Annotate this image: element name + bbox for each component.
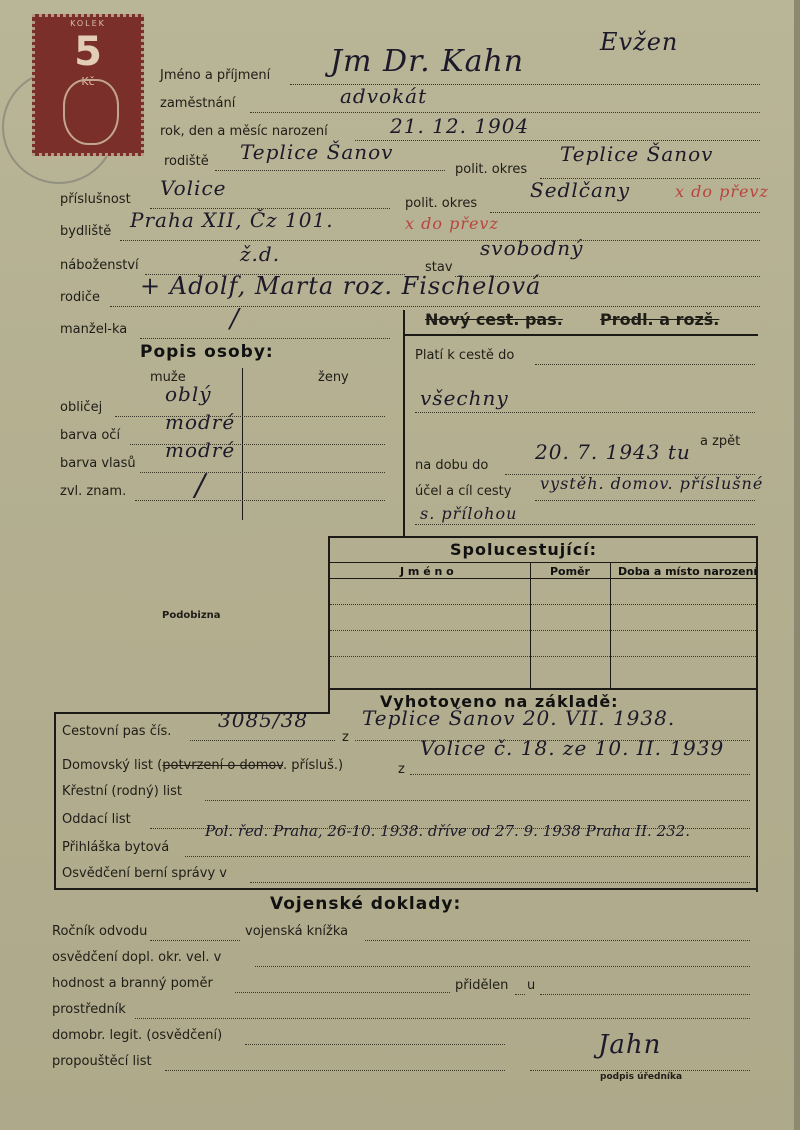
label-manzel: manžel-ka: [60, 322, 128, 337]
spolu-header-underline: [330, 578, 756, 579]
label-domovsky-a: Domovský list (: [62, 758, 163, 773]
coat-of-arms-icon: [63, 79, 119, 145]
value-ucel: vystěh. domov. příslušné: [540, 474, 764, 493]
line-oblicej: [115, 416, 385, 417]
note-bydliste: x do převz: [405, 214, 499, 233]
pass-extend-label: Prodl. a rozš.: [600, 310, 720, 329]
label-oddaci: Oddací list: [62, 812, 131, 827]
label-knizka: vojenská knížka: [245, 924, 349, 939]
value-domovsky: Volice č. 18. ze 10. II. 1939: [420, 736, 725, 760]
label-ucel: účel a cíl cesty: [415, 484, 512, 499]
vyhot-bottom-border: [54, 888, 758, 890]
spolu-title: Spolucestující:: [450, 540, 598, 559]
value-rodice: + Adolf, Marta roz. Fischelová: [140, 272, 542, 300]
line-zamestnani: [250, 112, 760, 113]
value-manzel: /: [230, 304, 240, 334]
pass-new-label: Nový cest. pas.: [425, 310, 563, 329]
line-rodiste: [215, 170, 445, 171]
label-podobizna: Podobizna: [162, 610, 221, 621]
line-domovsky: [410, 774, 750, 775]
line-znam: [135, 500, 385, 501]
stamp-currency: Kč: [81, 75, 95, 88]
label-domovsky: [62, 758, 343, 773]
line-rocnik: [150, 940, 240, 941]
spolu-row-line-1: [330, 604, 756, 605]
value-prislusnost-okres: Sedlčany: [530, 178, 631, 202]
label-jmeno: Jméno a příjmení: [160, 68, 271, 83]
value-ucel-2: s. přílohou: [420, 504, 518, 523]
label-osvedceni: osvědčení dopl. okr. vel. v: [52, 950, 222, 965]
line-ucel-2: [415, 524, 755, 525]
spolu-title-underline: [330, 562, 756, 563]
label-domobr: domobr. legit. (osvědčení): [52, 1028, 223, 1043]
value-vlasy: modré: [165, 438, 236, 462]
popis-title: Popis osoby:: [140, 342, 274, 362]
label-stav: stav: [425, 260, 453, 275]
col-pomer: Poměr: [550, 565, 590, 578]
vyhot-divider: [330, 688, 756, 690]
line-ucel: [535, 500, 755, 501]
line-krestni: [205, 800, 750, 801]
line-knizka: [365, 940, 750, 941]
label-oblicej: obličej: [60, 400, 103, 415]
label-pas: Cestovní pas čís.: [62, 724, 172, 739]
value-plati: všechny: [420, 386, 509, 410]
line-polit-okres-2: [490, 212, 760, 213]
value-jmeno-first: Evžen: [600, 28, 679, 56]
line-pas: [190, 740, 335, 741]
value-oci: modré: [165, 410, 236, 434]
note-prislusnost: x do převz: [675, 182, 769, 201]
label-domovsky-z: z: [398, 762, 405, 777]
label-polit-okres: polit. okres: [455, 162, 528, 177]
spolu-row-line-2: [330, 630, 756, 631]
pass-box-left-border: [403, 310, 405, 536]
spolu-col-divider-2: [610, 562, 611, 688]
vyhot-title: Vyhotoveno na základě:: [380, 692, 619, 711]
value-zamestnani: advokát: [340, 84, 428, 108]
label-bydliste: bydliště: [60, 224, 112, 239]
line-u: [540, 994, 750, 995]
value-znam: /: [195, 468, 207, 503]
value-bydliste: Praha XII, Čz 101.: [130, 208, 334, 232]
label-oci: barva očí: [60, 428, 121, 443]
signature: Jahn: [598, 1030, 662, 1060]
line-narozeni: [355, 140, 760, 141]
revenue-stamp: [32, 14, 144, 156]
label-prislusnost: příslušnost: [60, 192, 131, 207]
value-jmeno: Jm Dr. Kahn: [330, 44, 525, 79]
label-domovsky-b: . přísluš.): [283, 758, 344, 773]
label-prostrednik: prostředník: [52, 1002, 126, 1017]
line-manzel: [140, 338, 390, 339]
spolu-top-border: [328, 536, 758, 538]
stamp-value: 5: [74, 29, 102, 75]
line-prihlaska: [185, 856, 750, 857]
label-polit-okres-2: polit. okres: [405, 196, 478, 211]
line-osvedceni: [255, 966, 750, 967]
label-zeny: ženy: [318, 370, 349, 385]
label-hodnost: hodnost a branný poměr: [52, 976, 213, 991]
label-domovsky-strike: potvrzení o domov: [162, 758, 283, 773]
value-rodiste: Teplice Šanov: [240, 140, 394, 164]
line-berni: [250, 882, 750, 883]
label-zamestnani: zaměstnání: [160, 96, 236, 111]
label-krestni: Křestní (rodný) list: [62, 784, 183, 799]
label-propousteci: propouštěcí list: [52, 1054, 152, 1069]
col-doba: Doba a místo narození: [618, 565, 758, 578]
line-plati-2: [415, 412, 755, 413]
line-pridelen: [515, 994, 525, 995]
label-berni: Osvědčení berní správy v: [62, 866, 227, 881]
label-vlasy: barva vlasů: [60, 456, 136, 471]
label-a-zpet: a zpět: [700, 434, 741, 449]
value-dobu: 20. 7. 1943 tu: [535, 440, 691, 464]
label-pridelen: přidělen: [455, 978, 509, 993]
line-plati: [535, 364, 755, 365]
label-u: u: [527, 978, 536, 993]
label-podpis: podpis úředníka: [600, 1072, 683, 1082]
line-domobr: [245, 1044, 505, 1045]
label-nabozenstvi: náboženství: [60, 258, 139, 273]
label-rodice: rodiče: [60, 290, 101, 305]
value-stav: svobodný: [480, 236, 584, 260]
label-rocnik: Ročník odvodu: [52, 924, 148, 939]
spolu-row-line-3: [330, 656, 756, 657]
label-muze: muže: [150, 370, 186, 385]
line-prostrednik: [135, 1018, 750, 1019]
value-prihlaska: Pol. řed. Praha, 26-10. 1938. dříve od 27. 9. 1938 Praha II. 232.: [205, 822, 690, 840]
label-narozeni: rok, den a měsíc narození: [160, 124, 328, 139]
line-podpis: [530, 1070, 750, 1071]
spolu-col-divider-1: [530, 562, 531, 688]
value-nabozenstvi: ž.d.: [240, 242, 281, 266]
value-narozeni: 21. 12. 1904: [390, 114, 530, 138]
label-dobu: na dobu do: [415, 458, 489, 473]
line-bydliste: [120, 240, 760, 241]
value-pas: 3085/38: [218, 708, 309, 732]
label-pas-z: z: [342, 730, 349, 745]
pass-header-underline: [403, 334, 758, 336]
vyhot-left-border: [54, 712, 56, 890]
label-prihlaska: Přihláška bytová: [62, 840, 170, 855]
value-oblicej: oblý: [165, 382, 212, 406]
col-jmeno: J m é n o: [400, 565, 454, 578]
line-hodnost: [235, 992, 450, 993]
line-rodice: [110, 306, 760, 307]
stamp-caption: KOLEK: [70, 19, 106, 28]
line-vlasy: [140, 472, 385, 473]
label-plati: Platí k cestě do: [415, 348, 515, 363]
value-rodiste-okres: Teplice Šanov: [560, 142, 714, 166]
label-znam: zvl. znam.: [60, 484, 127, 499]
label-rodiste: rodiště: [164, 154, 209, 169]
vojen-title: Vojenské doklady:: [270, 894, 462, 914]
vyhot-right-border: [756, 536, 758, 892]
value-prislusnost: Volice: [160, 176, 227, 200]
line-propousteci: [165, 1070, 505, 1071]
value-pas-z: Teplice Šanov 20. VII. 1938.: [362, 706, 676, 730]
